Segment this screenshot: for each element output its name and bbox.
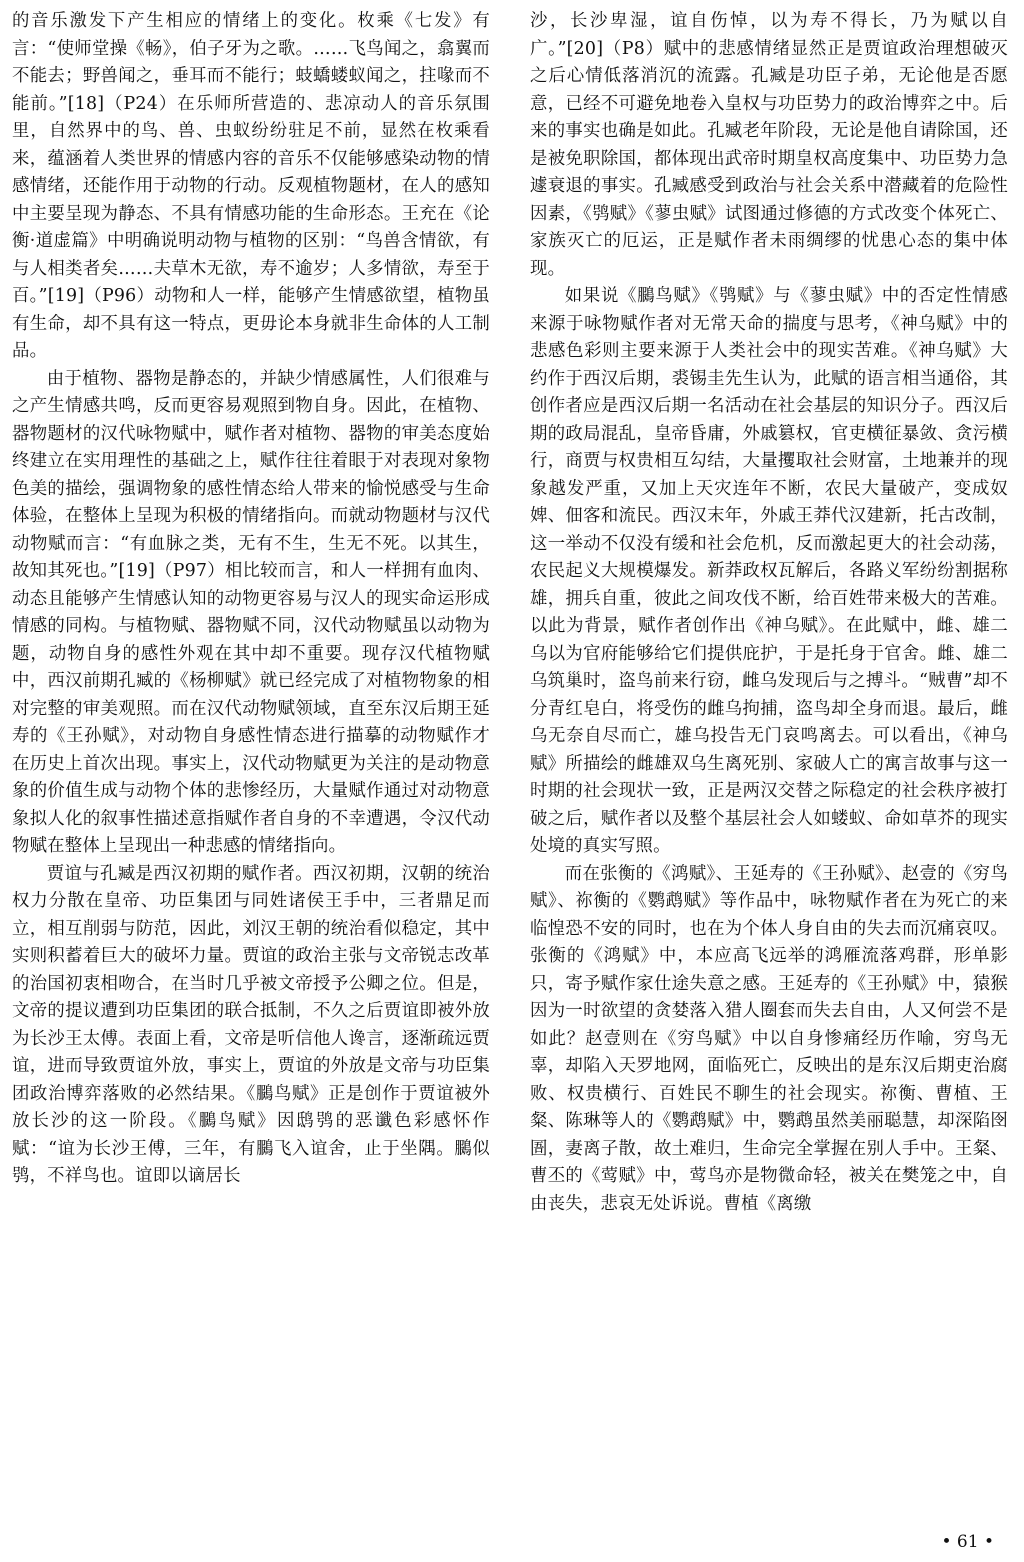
paragraph: 由于植物、器物是静态的，并缺少情感属性，人们很难与之产生情感共鸣，反而更容易观照到物自身。因此，在植物、器物题材的汉代咏物赋中，赋作者对植物、器物的审美态度始终建立在实用理性的基础之上，赋作往往着眼于对表现对象物色美的描绘，强调物象的感性情态给人带来的愉悦感受与生命体验，在整体上呈现为积极的情绪指向。而就动物题材与汉代动物赋而言：“有血脉之类，无有不生，生无不死。以其生，故知其死也。”[19]（P97）相比较而言，和人一样拥有血肉、动态且能够产生情感认知的动物更容易与汉人的现实命运形成情感的同构。与植物赋、器物赋不同，汉代动物赋虽以动物为题，动物自身的感性外观在其中却不重要。现存汉代植物赋中，西汉前期孔臧的《杨柳赋》就已经完成了对植物物象的相对完整的审美观照。而在汉代动物赋领域，直至东汉后期王延寿的《王孙赋》，对动物自身感性情态进行描摹的动物赋作才在历史上首次出现。事实上，汉代动物赋更为关注的是动物意象的价值生成与动物个体的悲惨经历，大量赋作通过对动物意象拟人化的叙事性描述意指赋作者自身的不幸遭遇，令汉代动物赋在整体上呈现出一种悲感的情绪指向。: [12, 368, 490, 856]
paragraph: 而在张衡的《鸿赋》、王延寿的《王孙赋》、赵壹的《穷鸟赋》、祢衡的《鹦鹉赋》等作品中，咏物赋作者在为死亡的来临惶恐不安的同时，也在为个体人身自由的失去而沉痛哀叹。张衡的《鸿赋》中，本应高飞远举的鸿雁流落鸡群，形单影只，寄予赋作家仕途失意之感。王延寿的《王孙赋》中，猿猴因为一时欲望的贪婪落入猎人圈套而失去自由，人又何尝不是如此？赵壹则在《穷鸟赋》中以自身惨痛经历作喻，穷鸟无辜，却陷入天罗地网，面临死亡，反映出的是东汉后期吏治腐败、权贵横行、百姓民不聊生的社会现实。祢衡、曹植、王粲、陈琳等人的《鹦鹉赋》中，鹦鹉虽然美丽聪慧，却深陷囹圄，妻离子散，故土难归，生命完全掌握在别人手中。王粲、曹丕的《莺赋》中，莺鸟亦是物微命轻，被关在樊笼之中，自由丧失，悲哀无处诉说。曹植《离缴: [530, 863, 1008, 1214]
page-number: • 61 •: [941, 1532, 994, 1552]
paragraph: 沙，长沙卑湿，谊自伤悼，以为寿不得长，乃为赋以自广。”[20]（P8）赋中的悲感情绪显然正是贾谊政治理想破灭之后心情低落消沉的流露。孔臧是功臣子弟，无论他是否愿意，已经不可避免地卷入皇权与功臣势力的政治博弈之中。后来的事实也确是如此。孔臧老年阶段，无论是他自请除国，还是被免职除国，都体现出武帝时期皇权高度集中、功臣势力急遽衰退的事实。孔臧感受到政治与社会关系中潜藏着的危险性因素，《鸮赋》《蓼虫赋》试图通过修德的方式改变个体死亡、家族灭亡的厄运，正是赋作者未雨绸缪的忧患心态的集中体现。: [530, 11, 1008, 279]
paragraph: 贾谊与孔臧是西汉初期的赋作者。西汉初期，汉朝的统治权力分散在皇帝、功臣集团与同姓诸侯王手中，三者鼎足而立，相互削弱与防范，因此，刘汉王朝的统治看似稳定，其中实则积蓄着巨大的破坏力量。贾谊的政治主张与文帝锐志改革的治国初衷相吻合，在当时几乎被文帝授予公卿之位。但是，文帝的提议遭到功臣集团的联合抵制，不久之后贾谊即被外放为长沙王太傅。表面上看，文帝是听信他人谗言，逐渐疏远贾谊，进而导致贾谊外放，事实上，贾谊的外放是文帝与功臣集团政治博弈落败的必然结果。《鵩鸟赋》正是创作于贾谊被外放长沙的这一阶段。《鵩鸟赋》因鸱鸮的恶谶色彩感怀作赋：“谊为长沙王傅，三年，有鵩飞入谊舍，止于坐隅。鵩似鸮，不祥鸟也。谊即以谪居长: [12, 863, 490, 1186]
left-column: [12, 8, 490, 1508]
right-column: [530, 8, 1008, 1508]
paragraph: 如果说《鵩鸟赋》《鸮赋》与《蓼虫赋》中的否定性情感来源于咏物赋作者对无常天命的揣度与思考，《神乌赋》中的悲感色彩则主要来源于人类社会中的现实苦难。《神乌赋》大约作于西汉后期，裘锡圭先生认为，此赋的语言相当通俗，其创作者应是西汉后期一名活动在社会基层的知识分子。西汉后期的政局混乱，皇帝昏庸，外戚篡权，官吏横征暴敛、贪污横行，商贾与权贵相互勾结，大量攫取社会财富，土地兼并的现象越发严重，又加上天灾连年不断，农民大量破产，变成奴婢、佃客和流民。西汉末年，外戚王莽代汉建新，托古改制，这一举动不仅没有缓和社会危机，反而激起更大的社会动荡，农民起义大规模爆发。新莽政权瓦解后，各路义军纷纷割据称雄，拥兵自重，彼此之间攻伐不断，给百姓带来极大的苦难。以此为背景，赋作者创作出《神乌赋》。在此赋中，雌、雄二乌以为官府能够给它们提供庇护，于是托身于官舍。雌、雄二乌筑巢时，盗鸟前来行窃，雌乌发现后与之搏斗。“贼曹”却不分青红皂白，将受伤的雌乌拘捕，盗鸟却全身而退。最后，雌乌无奈自尽而亡，雄乌投告无门哀鸣离去。可以看出，《神乌赋》所描绘的雌雄双乌生离死别、家破人亡的寓言故事与这一时期的社会现状一致，正是两汉交替之际稳定的社会秩序被打破之后，赋作者以及整个基层社会人如蝼蚁、命如草芥的现实处境的真实写照。: [530, 286, 1008, 856]
paragraph: 的音乐激发下产生相应的情绪上的变化。枚乘《七发》有言：“使师堂操《畅》，伯子牙为之歌。……飞鸟闻之，翕翼而不能去；野兽闻之，垂耳而不能行；蚑蟜蝼蚁闻之，拄喙而不能前。”[18]（P24）在乐师所营造的、悲凉动人的音乐氛围里，自然界中的鸟、兽、虫蚁纷纷驻足不前，显然在枚乘看来，蕴涵着人类世界的情感内容的音乐不仅能够感染动物的情感情绪，还能作用于动物的行动。反观植物题材，在人的感知中主要呈现为静态、不具有情感功能的生命形态。王充在《论衡·道虚篇》中明确说明动物与植物的区别：“鸟兽含情欲，有与人相类者矣……夫草木无欲，寿不逾岁；人多情欲，寿至于百。”[19]（P96）动物和人一样，能够产生情感欲望，植物虽有生命，却不具有这一特点，更毋论本身就非生命体的人工制品。: [12, 11, 490, 361]
